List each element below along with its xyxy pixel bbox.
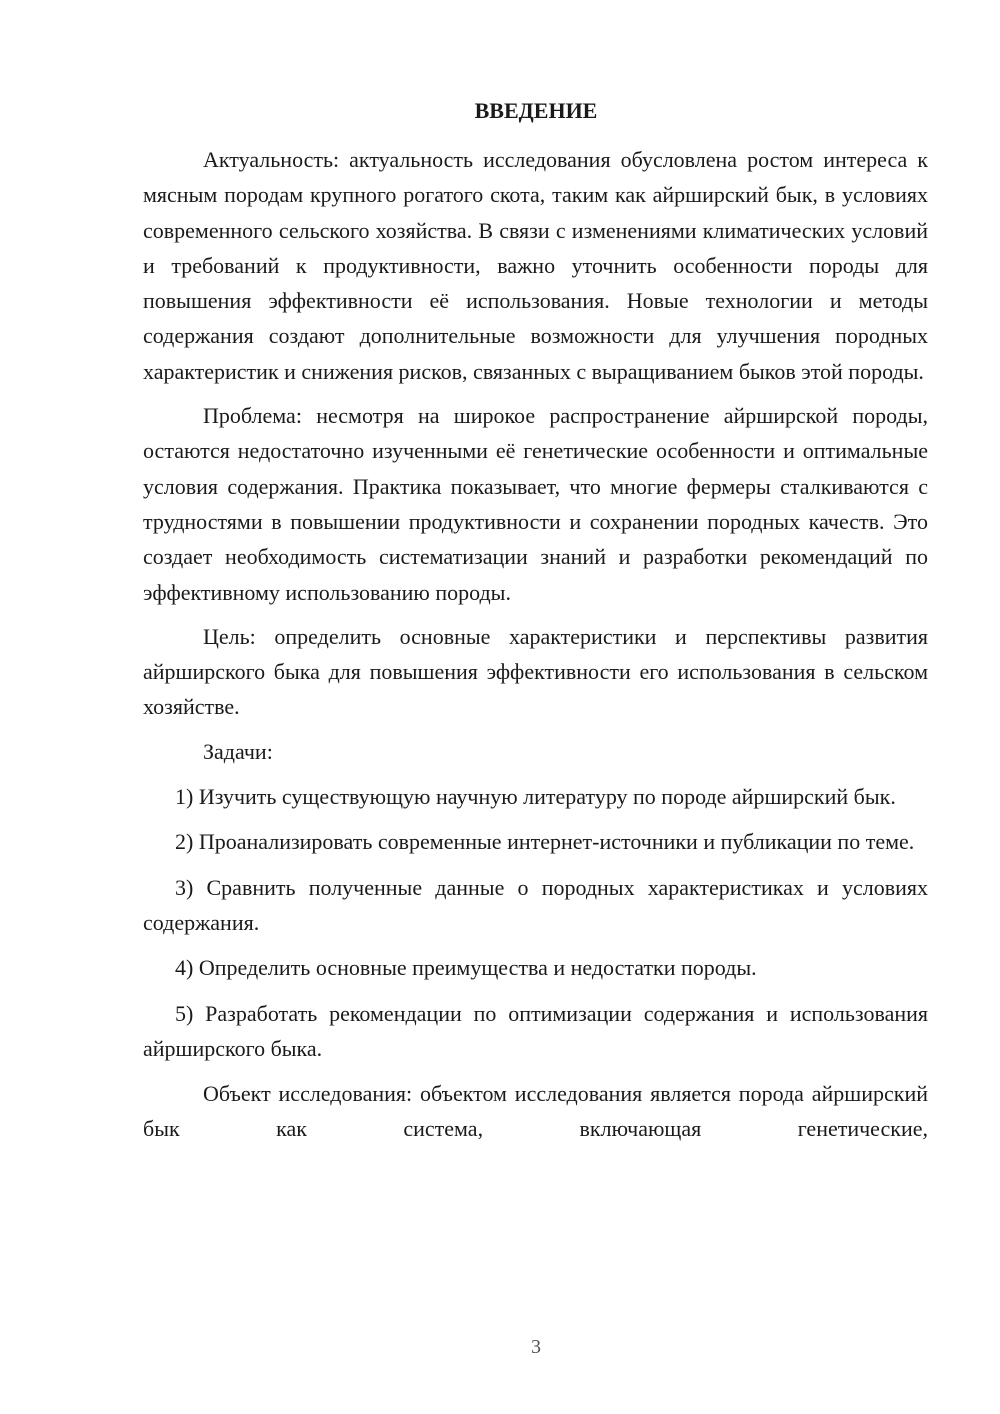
paragraph-relevance: Актуальность: актуальность исследования обусловлена ростом интереса к мясным породам крупного рогатого скота, таким как айрширский бык, в условиях современного сельского хозяйства. В связи с изменениями климатических условий и требований к продуктивности, важно уточнить особенности породы для повышения эффективности её использования. Новые технологии и методы содержания создают дополнительные возможности для улучшения породных характеристик и снижения рисков, связанных с выращиванием быков этой породы. [143, 147, 928, 384]
paragraph-research-object: Объект исследования: объектом исследования является порода айрширский бык как система, включающая генетические, [143, 1081, 928, 1142]
document-body [143, 142, 928, 1147]
page-number: 3 [531, 1336, 541, 1358]
list-item-task-2: 2) Проанализировать современные интернет-источники и публикации по теме. [175, 829, 915, 855]
list-item-task-3: 3) Сравнить полученные данные о породных характеристиках и условиях содержания. [143, 874, 928, 935]
paragraph-problem: Проблема: несмотря на широкое распространение айрширской породы, остаются недостаточно изученными её генетические особенности и оптимальные условия содержания. Практика показывает, что многие фермеры сталкиваются с трудностями в повышении продуктивности и сохранении породных качеств. Это создает необходимость систематизации знаний и разработки рекомендаций по эффективному использованию породы. [143, 403, 928, 605]
list-item-task-5: 5) Разработать рекомендации по оптимизации содержания и использования айрширского быка. [143, 1000, 928, 1061]
list-item-task-1: 1) Изучить существующую научную литературу по породе айрширский бык. [175, 784, 896, 810]
page-title: ВВЕДЕНИЕ [474, 98, 598, 123]
paragraph-goal: Цель: определить основные характеристики и перспективы развития айрширского быка для повышения эффективности его использования в сельском хозяйстве. [143, 623, 928, 720]
paragraph-tasks-heading: Задачи: [203, 738, 273, 764]
list-item-task-4: 4) Определить основные преимущества и недостатки породы. [175, 955, 757, 981]
